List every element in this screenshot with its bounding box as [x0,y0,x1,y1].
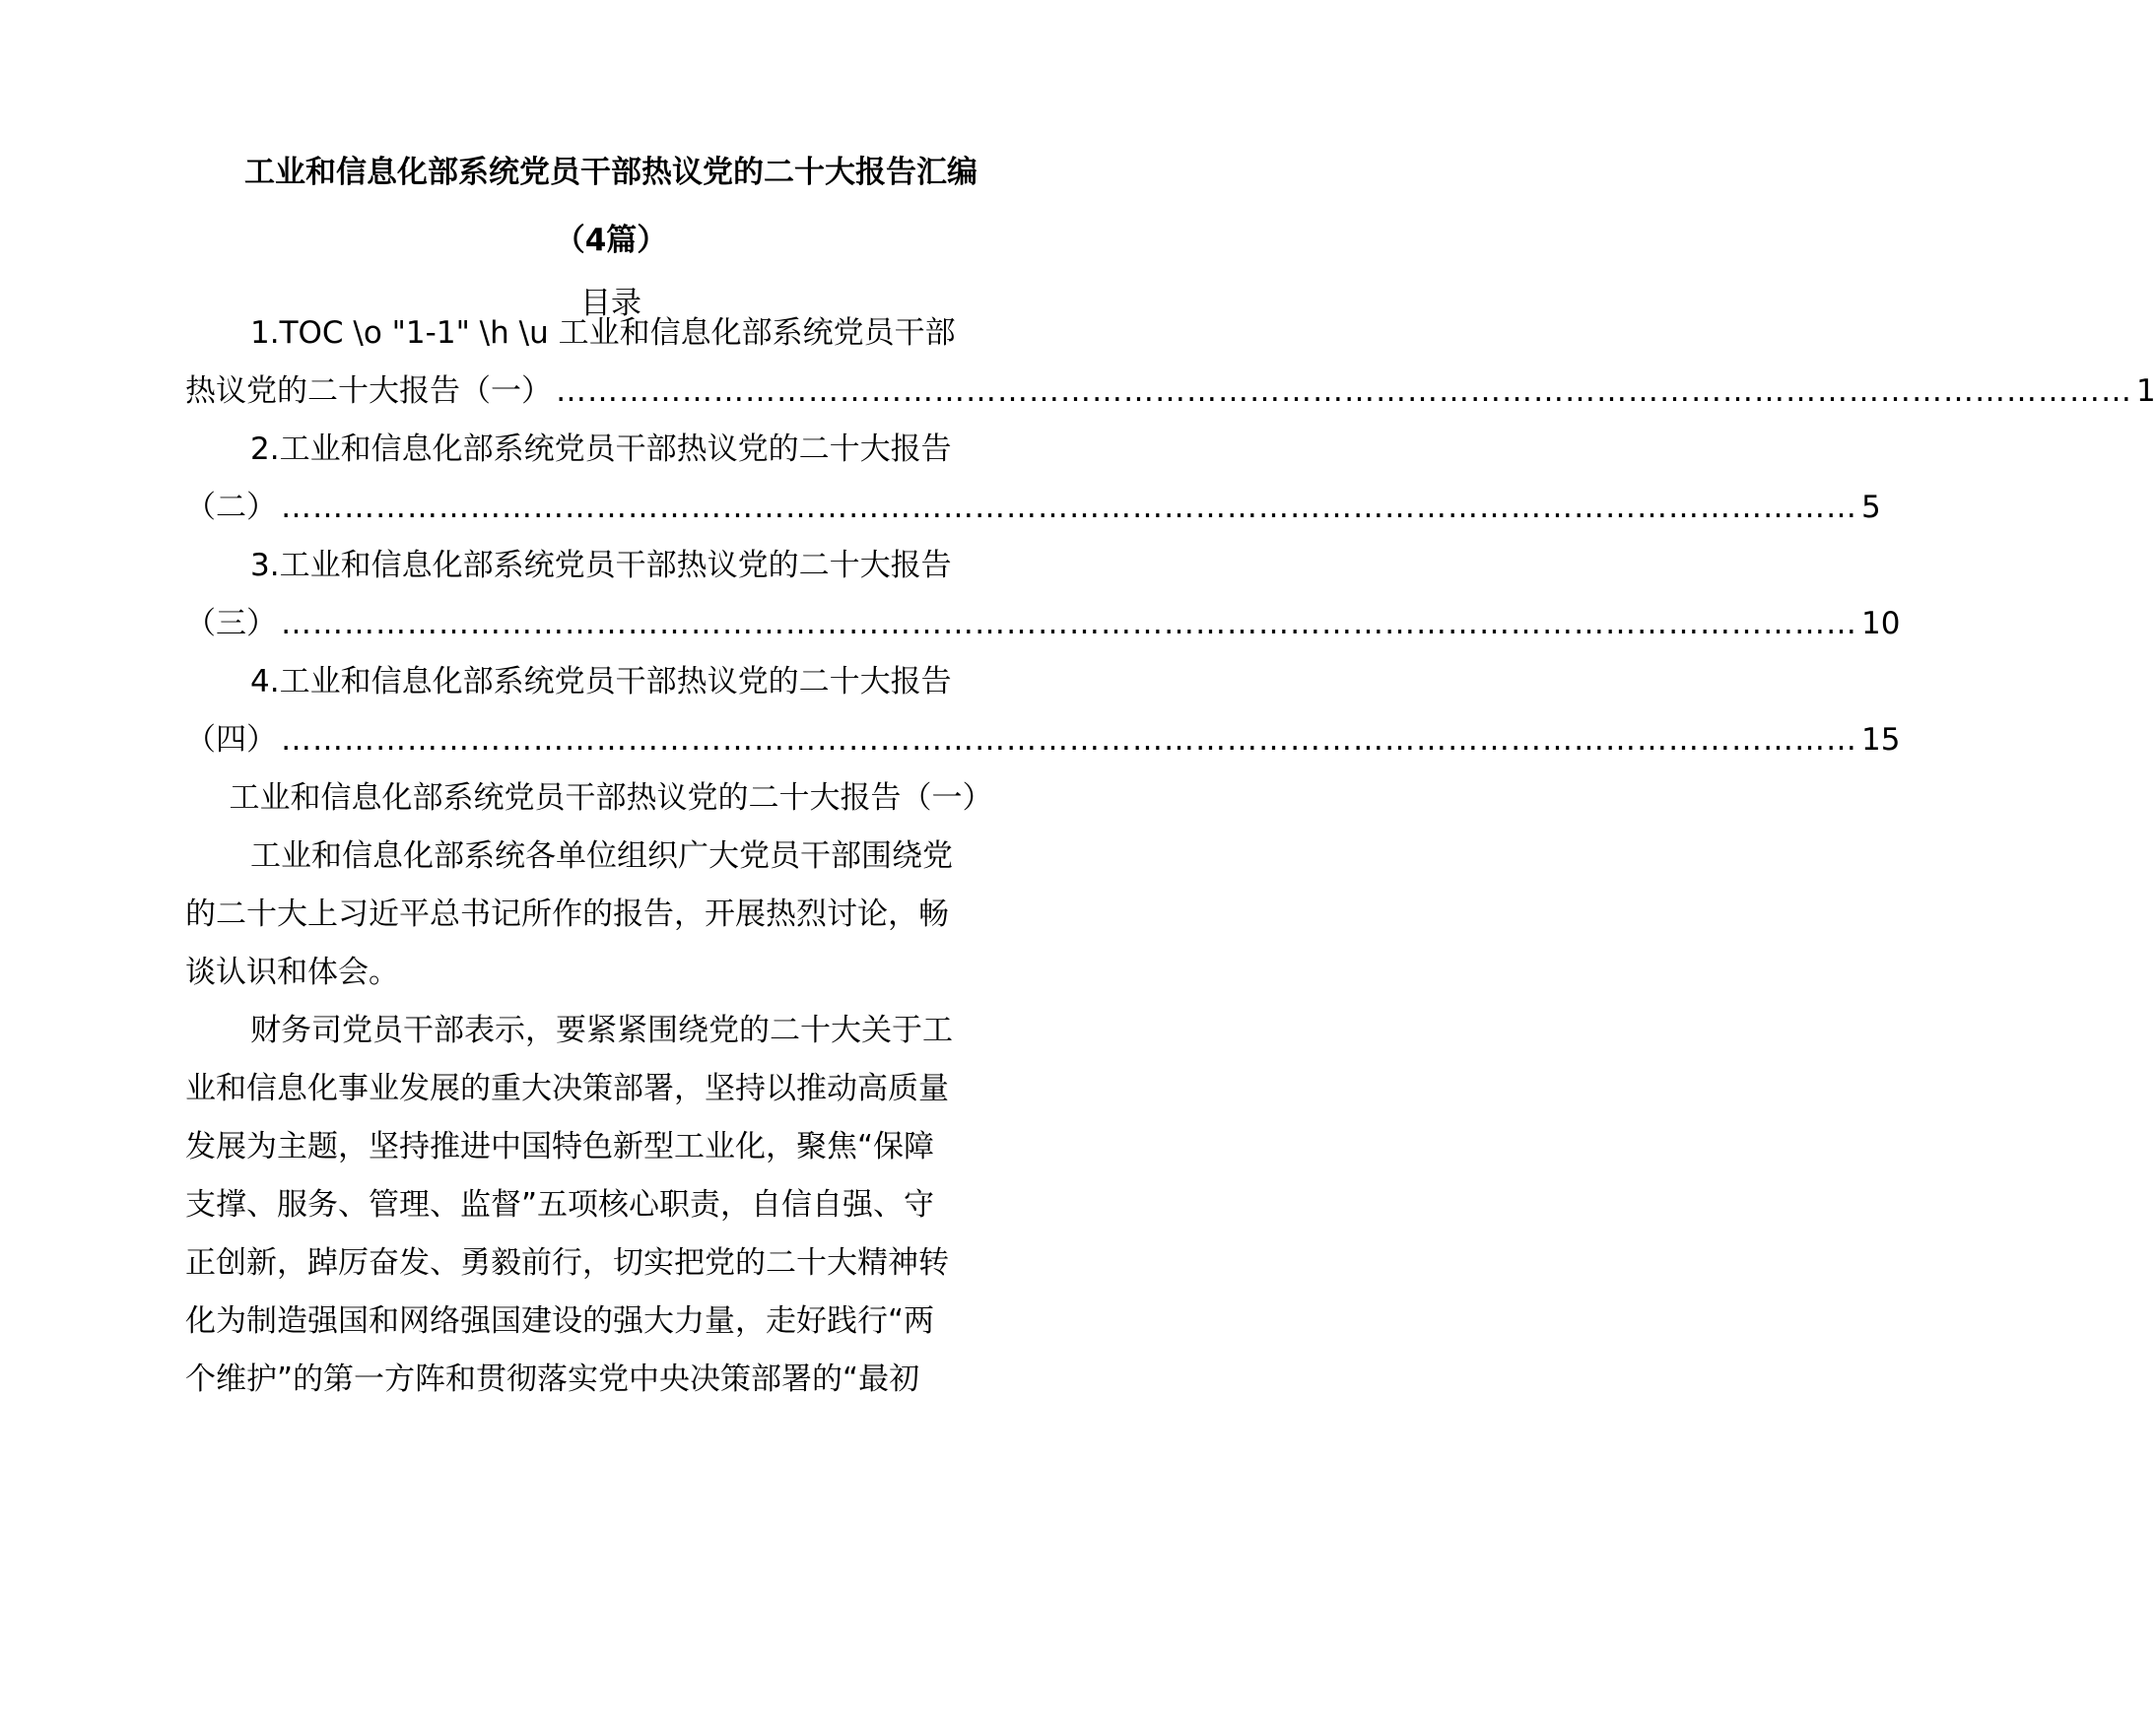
para2-line: 业和信息化事业发展的重大决策部署，坚持以推动高质量 [185,1071,949,1106]
toc-entry-4-page: 15 [1861,722,1901,758]
toc-entry-4-label: （四） [185,722,277,758]
para2-line: 个维护”的第一方阵和贯彻落实党中央决策部署的“最初 [185,1362,920,1397]
para2-line: 财务司党员干部表示，要紧紧围绕党的二十大关于工 [250,1013,953,1048]
toc-entry-3-line1[interactable] [185,546,1037,585]
toc-entry-3-page: 10 [1861,606,1901,641]
para2-line: 正创新，踔厉奋发、勇毅前行，切实把党的二十大精神转 [185,1245,949,1281]
toc-leader-dots: …………………………………………………………………………………………………………………………………… [281,722,1857,758]
toc-entry-2-line1[interactable] [185,430,1037,469]
toc-entry-2-line2[interactable] [185,488,1881,527]
para1-line: 的二十大上习近平总书记所作的报告，开展热烈讨论，畅 [185,897,949,932]
toc-entry-3-label: （三） [185,606,277,641]
toc-entry-2-label: （二） [185,490,277,525]
toc-entry-2-text: 2.工业和信息化部系统党员干部热议党的二十大报告 [250,432,952,467]
toc-entry-1-line1[interactable] [185,313,1037,353]
document-title: 工业和信息化部系统党员干部热议党的二十大报告汇编 [244,155,977,190]
toc-heading: 目录 [580,286,641,321]
document-title-count: （4篇） [554,223,668,258]
toc-entry-3-text: 3.工业和信息化部系统党员干部热议党的二十大报告 [250,548,952,583]
toc-leader-dots: …………………………………………………………………………………………………………………………………… [281,490,1857,525]
para1-line: 谈认识和体会。 [185,955,399,990]
toc-entry-3-line2[interactable] [185,604,1901,643]
toc-entry-1-label: 热议党的二十大报告（一） [185,373,552,409]
toc-entry-2-page: 5 [1861,490,1881,525]
toc-entry-4-line1[interactable] [185,662,1037,701]
toc-entry-1-line2[interactable] [185,371,2156,411]
para2-line: 化为制造强国和网络强国建设的强大力量，走好践行“两 [185,1303,935,1339]
toc-leader-dots: …………………………………………………………………………………………………………………………………… [556,373,2132,409]
toc-entry-4-line2[interactable] [185,720,1901,760]
toc-leader-dots: …………………………………………………………………………………………………………………………………… [281,606,1857,641]
toc-entry-4-text: 4.工业和信息化部系统党员干部热议党的二十大报告 [250,664,952,699]
para2-line: 支撑、服务、管理、监督”五项核心职责，自信自强、守 [185,1187,935,1223]
toc-entry-1-text: 1.TOC \o "1-1" \h \u 工业和信息化部系统党员干部 [250,315,956,351]
para2-line: 发展为主题，坚持推进中国特色新型工业化，聚焦“保障 [185,1129,935,1164]
para1-line: 工业和信息化部系统各单位组织广大党员干部围绕党 [250,838,953,874]
toc-entry-1-page: 1 [2136,373,2156,409]
section-title: 工业和信息化部系统党员干部热议党的二十大报告（一） [229,780,993,816]
